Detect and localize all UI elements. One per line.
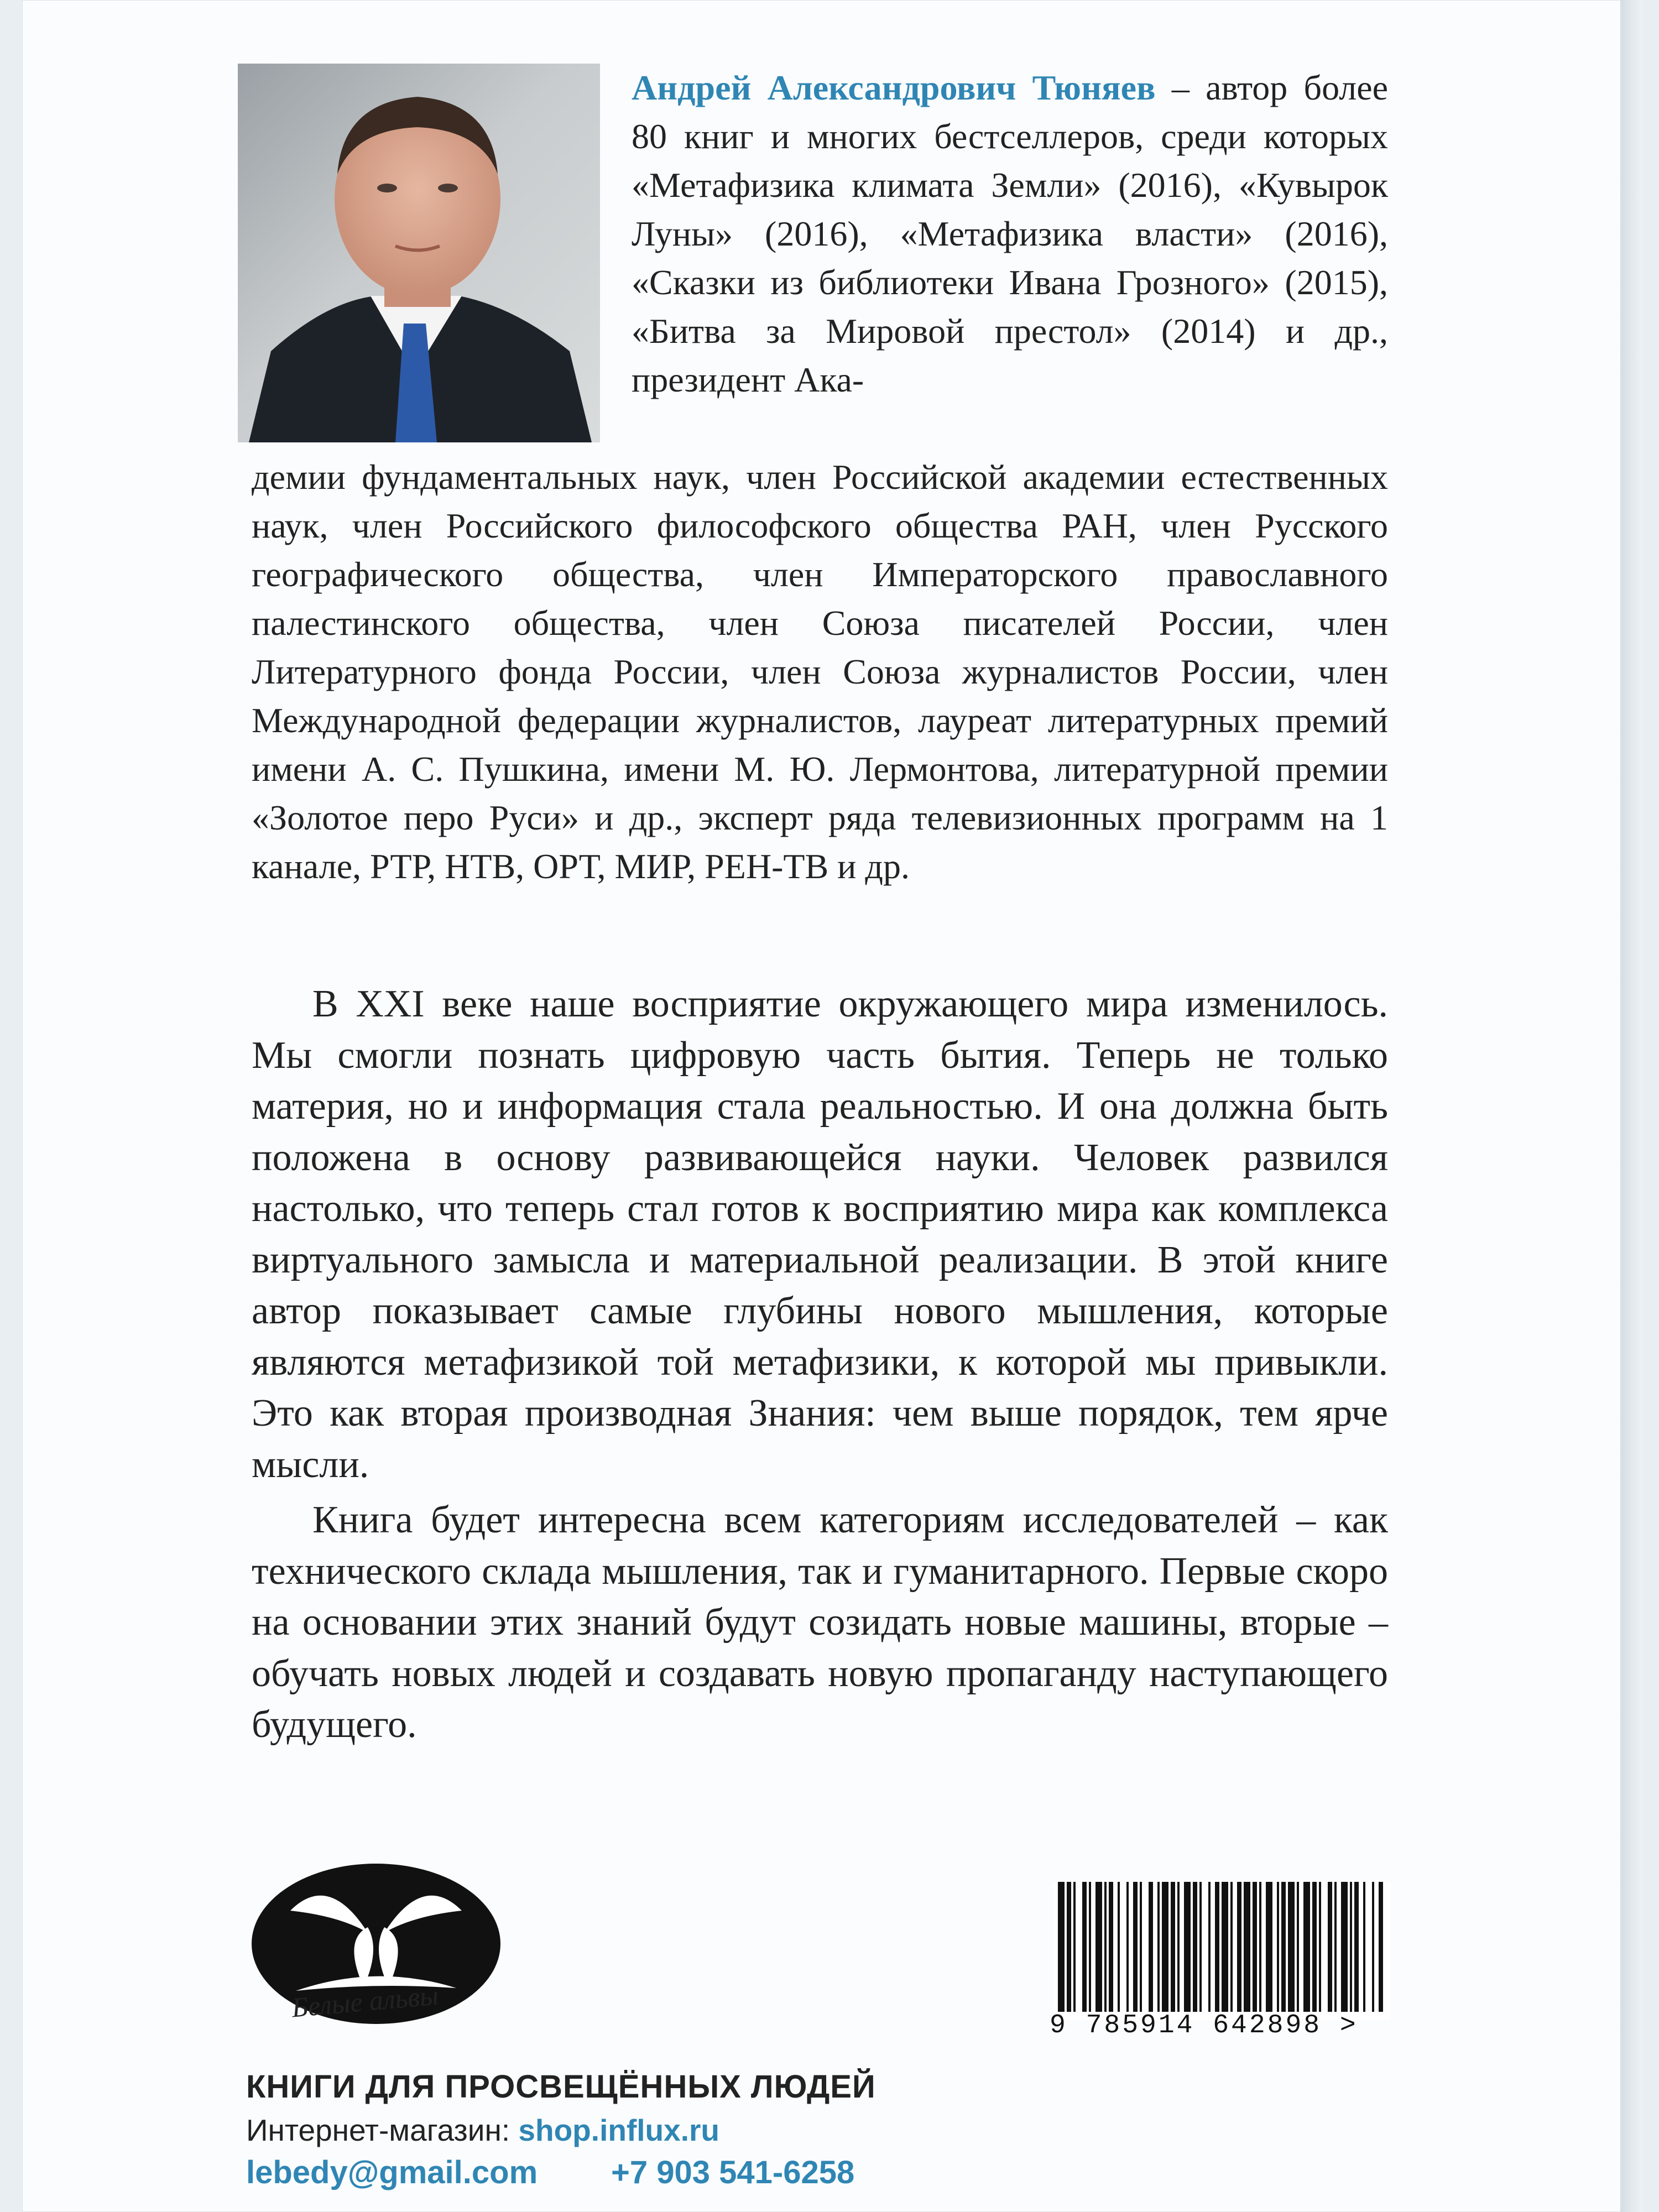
author-name: Андрей Александрович Тюняев — [632, 68, 1156, 107]
barcode-bar — [1177, 1882, 1180, 2012]
barcode-bar — [1379, 1882, 1383, 2012]
barcode-bar — [1082, 1882, 1087, 2012]
barcode-bar — [1140, 1882, 1142, 2012]
barcode-bar — [1319, 1882, 1321, 2012]
publisher-logo-text: Белые альвы — [290, 1979, 440, 2023]
cover-edge — [1620, 0, 1642, 2212]
barcode-bar — [1363, 1882, 1365, 2012]
author-bio-rest: демии фундаментальных наук, член Российской академии естественных наук, член Российского философского общества РАН, член Русского географического общества, член Императорского православного палестинского общества, член Союза писателей России, член Литературного фонда России, член Союза журналистов России, член Международной федерации журналистов, лауреат литературных премий имени А. С. Пушкина, имени М. Ю. Лермонтова, литературной премии «Золотое перо Руси» и др., эксперт ряда телевизионных программ на 1 канале, РТР, НТВ, ОРТ, МИР, РЕН-ТВ и др. — [252, 457, 1388, 886]
description-paragraph: Книга будет интересна всем категориям исследователей – как технического склада мышления, так и гуманитарного. Первые скоро на основании этих знаний будут созидать новые машины, вторые – обучать новых людей и создавать новую пропаганду наступающего будущего. — [252, 1499, 1388, 1746]
barcode-bar — [1354, 1882, 1359, 2012]
barcode-bar — [1222, 1882, 1228, 2012]
isbn-barcode — [1053, 1882, 1391, 2020]
barcode-bar — [1058, 1882, 1065, 2012]
barcode-bar — [1104, 1882, 1107, 2012]
barcode-bar — [1089, 1882, 1091, 2012]
description-paragraph: В XXI веке наше восприятие окружающего мира изменилось. Мы смогли познать цифровую часть бытия. Теперь не только материя, но и информация стала реальностью. И она должна быть положена в основу развивающейся науки. Человек развился настолько, что теперь стал готов к восприятию мира как комплекса виртуального замысла и материальной реализации. В этой книге автор показывает самые глубины нового мышления, которые являются метафизикой той метафизики, к которой мы привыкли. Это как вторая производная Знания: чем выше порядок, тем ярче мысли. — [252, 983, 1388, 1486]
publisher-slogan: КНИГИ ДЛЯ ПРОСВЕЩЁННЫХ ЛЮДЕЙ — [246, 2069, 876, 2105]
isbn-number: 9 785914 642898 > — [1050, 2011, 1358, 2041]
shop-line — [246, 2112, 719, 2148]
bio-intro-text: – автор более 80 книг и многих бестселлеров, среди которых «Метафизика климата Земли» (2016), «Кувырок Луны» (2016), «Метафизика власти» (2016), «Сказки из библиотеки Ивана Грозного» (2015), «Битва за Мировой престол» (2014) и др., президент Ака- — [632, 68, 1389, 399]
barcode-bar — [1259, 1882, 1261, 2012]
barcode-bar — [1372, 1882, 1374, 2012]
barcode-bar — [1199, 1882, 1202, 2012]
book-description — [252, 979, 1388, 1751]
barcode-bar — [1073, 1882, 1076, 2012]
barcode-bar — [1133, 1882, 1138, 2012]
barcode-bar — [1157, 1882, 1160, 2012]
barcode-bar — [1297, 1882, 1299, 2012]
barcode-bar — [1095, 1882, 1102, 2012]
email-link[interactable]: lebedy@gmail.com — [246, 2154, 538, 2190]
barcode-bar — [1171, 1882, 1175, 2012]
barcode-bar — [1312, 1882, 1317, 2012]
author-bio-intro — [632, 64, 1388, 404]
barcode-bar — [1162, 1882, 1168, 2012]
barcode-bar — [1109, 1882, 1113, 2012]
barcode-bar — [1350, 1882, 1352, 2012]
barcode-bar — [1208, 1882, 1211, 2012]
barcode-bar — [1193, 1882, 1197, 2012]
barcode-bar — [1230, 1882, 1233, 2012]
phone-number[interactable]: +7 903 541-6258 — [611, 2154, 855, 2190]
shop-link[interactable]: shop.influx.ru — [518, 2113, 720, 2147]
barcode-bar — [1277, 1882, 1279, 2012]
barcode-bar — [1328, 1882, 1332, 2012]
barcode-bar — [1149, 1882, 1153, 2012]
barcode-bar — [1067, 1882, 1071, 2012]
author-photo — [238, 64, 600, 442]
barcode-bar — [1341, 1882, 1348, 2012]
barcode-bar — [1118, 1882, 1120, 2012]
barcode-bar — [1253, 1882, 1257, 2012]
barcode-bar — [1126, 1882, 1129, 2012]
barcode-bar — [1215, 1882, 1219, 2012]
barcode-bar — [1288, 1882, 1295, 2012]
back-cover — [22, 0, 1642, 2212]
barcode-bar — [1244, 1882, 1250, 2012]
barcode-bar — [1266, 1882, 1272, 2012]
barcode-bar — [1281, 1882, 1286, 2012]
shop-label: Интернет-магазин: — [246, 2113, 519, 2147]
barcode-bar — [1334, 1882, 1337, 2012]
barcode-bar — [1184, 1882, 1191, 2012]
barcode-bar — [1237, 1882, 1241, 2012]
barcode-bar — [1303, 1882, 1310, 2012]
